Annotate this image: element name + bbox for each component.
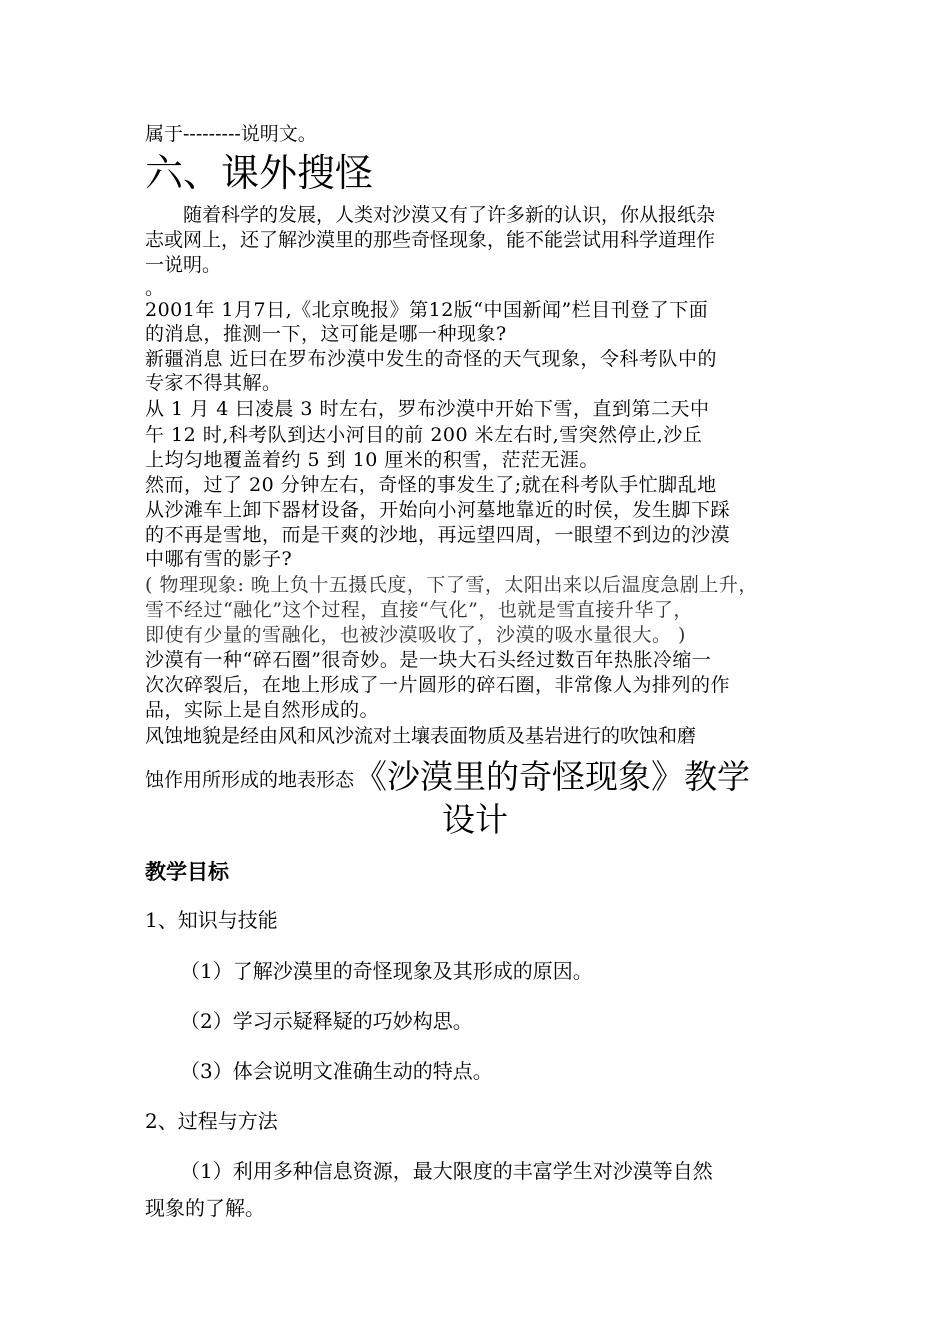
erosion-title-line xyxy=(145,757,751,797)
document-title: 《沙漠里的奇怪现象》教学 xyxy=(354,757,751,796)
gravel-line-3: 品，实际上是自然形成的。 xyxy=(145,699,380,721)
news-intro-line-2: 的消息，推测一下，这可能是哪一种现象? xyxy=(145,323,507,345)
objectives-heading: 教学目标 xyxy=(145,860,229,884)
explanation-line-1: ( 物理现象: 晚上负十五摄氏度，下了雪，太阳出来以后温度急剧上升， xyxy=(145,574,758,596)
intro-line-1: 随着科学的发展，人类对沙漠又有了许多新的认识，你从报纸杂 xyxy=(145,204,716,226)
gravel-line-1: 沙漠有一种“碎石圈”很奇妙。是一块大石头经过数百年热胀冷缩一 xyxy=(145,649,712,671)
section-heading: 六、课外搜怪 xyxy=(145,151,374,195)
news-body-line-1: 新疆消息 近曰在罗布沙漠中发生的奇怪的天气现象，令科考队中的 xyxy=(145,348,718,370)
news-body-line-4: 午 12 时,科考队到达小河目的前 200 米左右时,雪突然停止,沙丘 xyxy=(145,424,703,446)
explanation-line-2: 雪不经过“融化”这个过程，直接“气化”，也就是雪直接升华了， xyxy=(145,599,693,621)
news-body-line-5: 上均匀地覆盖着约 5 到 10 厘米的积雪，茫茫无涯。 xyxy=(145,449,599,471)
knowledge-item-1: （1）了解沙漠里的奇怪现象及其形成的原因。 xyxy=(180,959,593,983)
intro-line-3: 一说明。 xyxy=(145,254,222,276)
knowledge-item-3: （3）体会说明文准确生动的特点。 xyxy=(180,1059,493,1083)
document-title-continued: 设计 xyxy=(442,800,508,839)
explanation-line-3: 即使有少量的雪融化，也被沙漠吸收了，沙漠的吸水量很大。 ) xyxy=(145,624,686,646)
news-body-line-8: 的不再是雪地，而是干爽的沙地，再远望四周，一眼望不到边的沙漠 xyxy=(145,524,731,546)
news-body-line-3: 从 1 月 4 曰凌晨 3 时左右，罗布沙漠中开始下雪，直到第二天中 xyxy=(145,398,710,420)
top-line: 属于---------说明文。 xyxy=(145,123,317,145)
process-item-1-line-1: （1）利用多种信息资源，最大限度的丰富学生对沙漠等自然 xyxy=(180,1159,713,1183)
process-item-1-line-2: 现象的了解。 xyxy=(145,1196,265,1220)
news-body-line-9: 中哪有雪的影子? xyxy=(145,548,293,570)
erosion-line-2: 蚀作用所形成的地表形态 xyxy=(145,769,355,791)
knowledge-item-2: （2）学习示疑释疑的巧妙构思。 xyxy=(180,1009,473,1033)
process-heading: 2、过程与方法 xyxy=(145,1109,278,1133)
news-intro-line-1: 2001年 1月7日,《北京晚报》第12版“中国新闻”栏目刊登了下面 xyxy=(145,299,709,321)
news-body-line-2: 专家不得其解。 xyxy=(145,372,282,394)
gravel-line-2: 次次碎裂后，在地上形成了一片圆形的碎石圈，非常像人为排列的作 xyxy=(145,674,731,696)
intro-line-2: 志或网上，还了解沙漠里的那些奇怪现象，能不能尝试用科学道理作 xyxy=(145,229,716,251)
erosion-line-1: 风蚀地貌是经由风和风沙流对土壤表面物质及基岩进行的吹蚀和磨 xyxy=(145,725,697,747)
intro-line-4: 。 xyxy=(145,277,165,299)
knowledge-heading: 1、知识与技能 xyxy=(145,908,278,932)
news-body-line-6: 然而，过了 20 分钟左右，奇怪的事发生了;就在科考队手忙脚乱地 xyxy=(145,474,717,496)
news-body-line-7: 从沙滩车上卸下器材设备，开始向小河墓地靠近的时侯，发生脚下踩 xyxy=(145,499,731,521)
